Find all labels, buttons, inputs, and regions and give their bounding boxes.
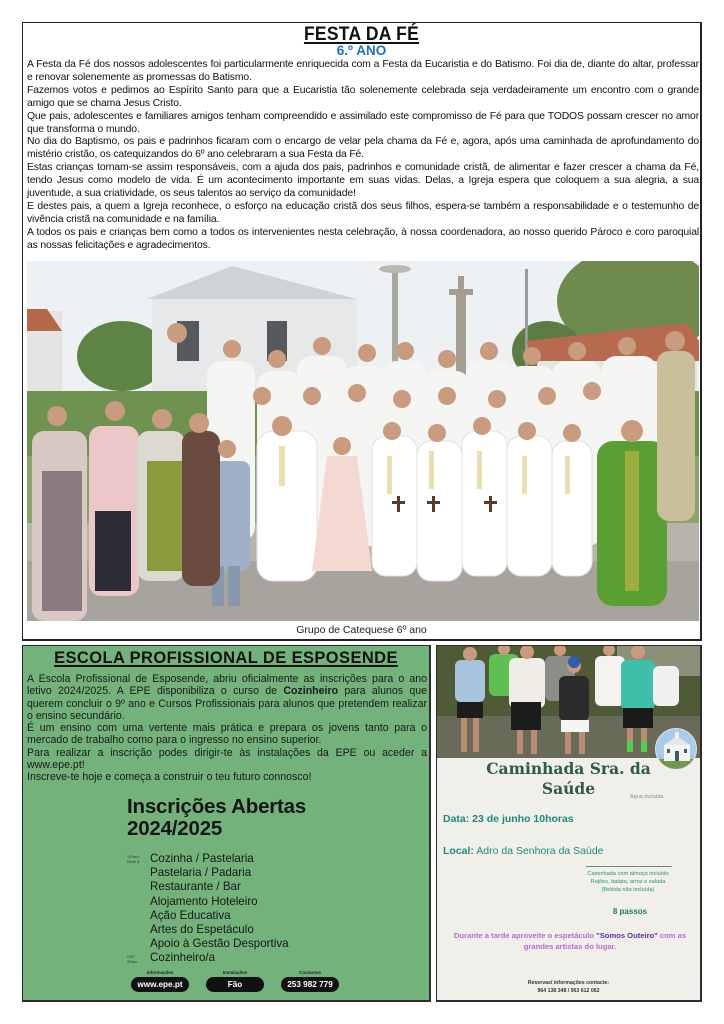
walk-title-line: Saúde — [541, 779, 596, 798]
show-name: "Somos Outeiro" — [596, 931, 658, 940]
show-text: Durante a tarde aproveite o espetáculo — [453, 931, 597, 940]
course-highlight: Cozinheiro — [283, 685, 339, 698]
school-text: para alunos que querem concluir o 9º ano e Cursos Profissionais para alunos que pretendem realizar o ensino secundário. — [27, 685, 427, 722]
website-pill[interactable]: www.epe.pt — [131, 977, 189, 992]
steps-count: 8 passos — [612, 907, 648, 916]
escola-profissional-ad — [22, 645, 431, 1002]
walk-title-line: Caminhada Sra. da — [486, 759, 651, 778]
course-item: Apoio à Gestão Desportiva — [150, 937, 289, 951]
contact-label-location: Instalações — [222, 970, 248, 975]
contact-label: Reservas/ informações contacte: — [527, 980, 610, 986]
contact-label-phone: Contactos — [298, 970, 321, 975]
article-body — [27, 59, 699, 253]
photo-caption: Grupo de Catequese 6º ano — [296, 624, 427, 636]
lunch-line: Caminhada com almoço incluído — [587, 871, 669, 877]
tag-line: CEF — [127, 954, 135, 959]
lunch-line: (Bebida não incluída) — [601, 887, 655, 893]
location-value: Adro da Senhora da Saúde — [473, 845, 604, 857]
walk-title — [437, 759, 700, 799]
article-paragraph: Fazemos votos e pedimos ao Espírito Santo para que a Eucaristia tão solenemente celebrada seja verdadeiramente um encontro com o grande amigo que se chama Jesus Cristo. — [27, 84, 699, 109]
course-item: Pastelaria / Padaria — [150, 866, 252, 880]
school-paragraph — [27, 673, 427, 722]
tag-line: 12ºano — [127, 854, 140, 859]
caminhada-ad — [436, 645, 702, 1002]
water-included-note: Água incluída — [630, 794, 664, 800]
article-paragraph: No dia do Baptismo, os pais e padrinhos ficaram com o encargo de velar pela chama da Fé e, agora, após uma caminhada de aprofundamento do mistério cristão, os catequizandos do 6º ano celebraram a sua Festa da Fé. — [27, 136, 699, 161]
article-paragraph: Estas crianças tornam-se assim responsáveis, com a ajuda dos pais, padrinhos e comunidade cristã, de alimentar e fazer crescer a chama da Fé, tendo Jesus como modelo de vida. É um acontecimento importante em suas vidas. Delas, a Igreja espera que coloquem a sua alegria, a sua juventude, a sua criatividade, os seus talentos ao serviço da comunidade! — [27, 162, 699, 200]
school-paragraph: Inscreve-te hoje e começa a construir o teu futuro connosco! — [27, 771, 312, 784]
school-paragraph: Para realizar a inscrição podes dirigir-te às instalações da EPE ou aceder a www.epe.pt! — [27, 746, 427, 772]
show-text: com as grandes artistas do lugar. — [523, 931, 687, 951]
lunch-info — [557, 870, 699, 894]
divider — [586, 866, 672, 867]
walk-location — [443, 845, 604, 857]
headline-year: 2024/2025 — [127, 817, 223, 840]
school-body — [27, 673, 427, 784]
contact-label-info: Informações — [146, 970, 174, 975]
enrollment-headline — [127, 796, 306, 840]
location-pill: Fão — [206, 977, 264, 992]
tag-line: 9ºano — [127, 958, 138, 964]
course-item: Cozinha / Pastelaria — [150, 852, 254, 865]
headline-line: Inscrições Abertas — [127, 795, 307, 818]
article-paragraph: A todos os pais e crianças bem como a todos os intervenientes nesta celebração, à nossa coordenadora, ao nosso querido Pároco e coro paroquial as nossas felicitações e agradecimentos. — [27, 226, 699, 251]
level-tag-professional — [127, 855, 145, 864]
article-subtitle: 6.º ANO — [336, 43, 387, 58]
course-list — [150, 852, 289, 966]
course-item: Alojamento Hoteleiro — [150, 894, 258, 908]
reservation-contact — [437, 979, 700, 995]
school-paragraph: É um ensino com uma vertente mais prática e prepara os jovens tanto para o mercado de trabalho como para o ingresso no ensino superior. — [27, 722, 427, 747]
course-item: Cozinheiro/a — [150, 951, 216, 965]
level-tag-cef — [127, 955, 145, 964]
article-paragraph: Que pais, adolescentes e familiares amigos tenham compreendido e assimilado este compromisso de Fé para que TODOS possam crescer no amor que transforma o mundo. — [27, 110, 699, 135]
course-item: Restaurante / Bar — [150, 880, 241, 894]
group-photo-illustration — [27, 261, 699, 621]
festa-da-fe-article — [22, 22, 702, 641]
tag-line: Nível 4 — [127, 858, 140, 864]
contact-phones[interactable]: 964 138 348 / 963 612 062 — [537, 988, 600, 994]
location-label: Local: — [443, 845, 474, 857]
course-item: Artes do Espetáculo — [150, 923, 254, 937]
course-item: Ação Educativa — [150, 908, 231, 922]
walk-date: Data: 23 de junho 10horas — [443, 813, 574, 825]
school-text: A Escola Profissional de Esposende, abriu oficialmente as inscrições para o ano letivo 2024/2025. A EPE disponibiliza o curso de — [27, 673, 427, 698]
school-title: ESCOLA PROFISSIONAL DE ESPOSENDE — [54, 649, 398, 667]
show-announcement — [443, 931, 697, 952]
lunch-line: Rojões, batata, arroz e salada — [590, 879, 666, 885]
article-title: FESTA DA FÉ — [303, 24, 420, 45]
article-paragraph: E destes pais, a quem a Igreja reconhece, o esforço na educação cristã dos seus filhos, espera-se também a responsabilidade e o testemunho de vivência cristã na comunidade e na família. — [27, 200, 699, 225]
group-photo — [27, 261, 699, 621]
article-paragraph: A Festa da Fé dos nossos adolescentes foi particularmente enriquecida com a Festa da Eucaristia e do Batismo. Foi dia de, diante do altar, professar e renovar solenemente as promessas do Batismo. — [27, 59, 699, 83]
phone-pill[interactable]: 253 982 779 — [281, 977, 339, 992]
